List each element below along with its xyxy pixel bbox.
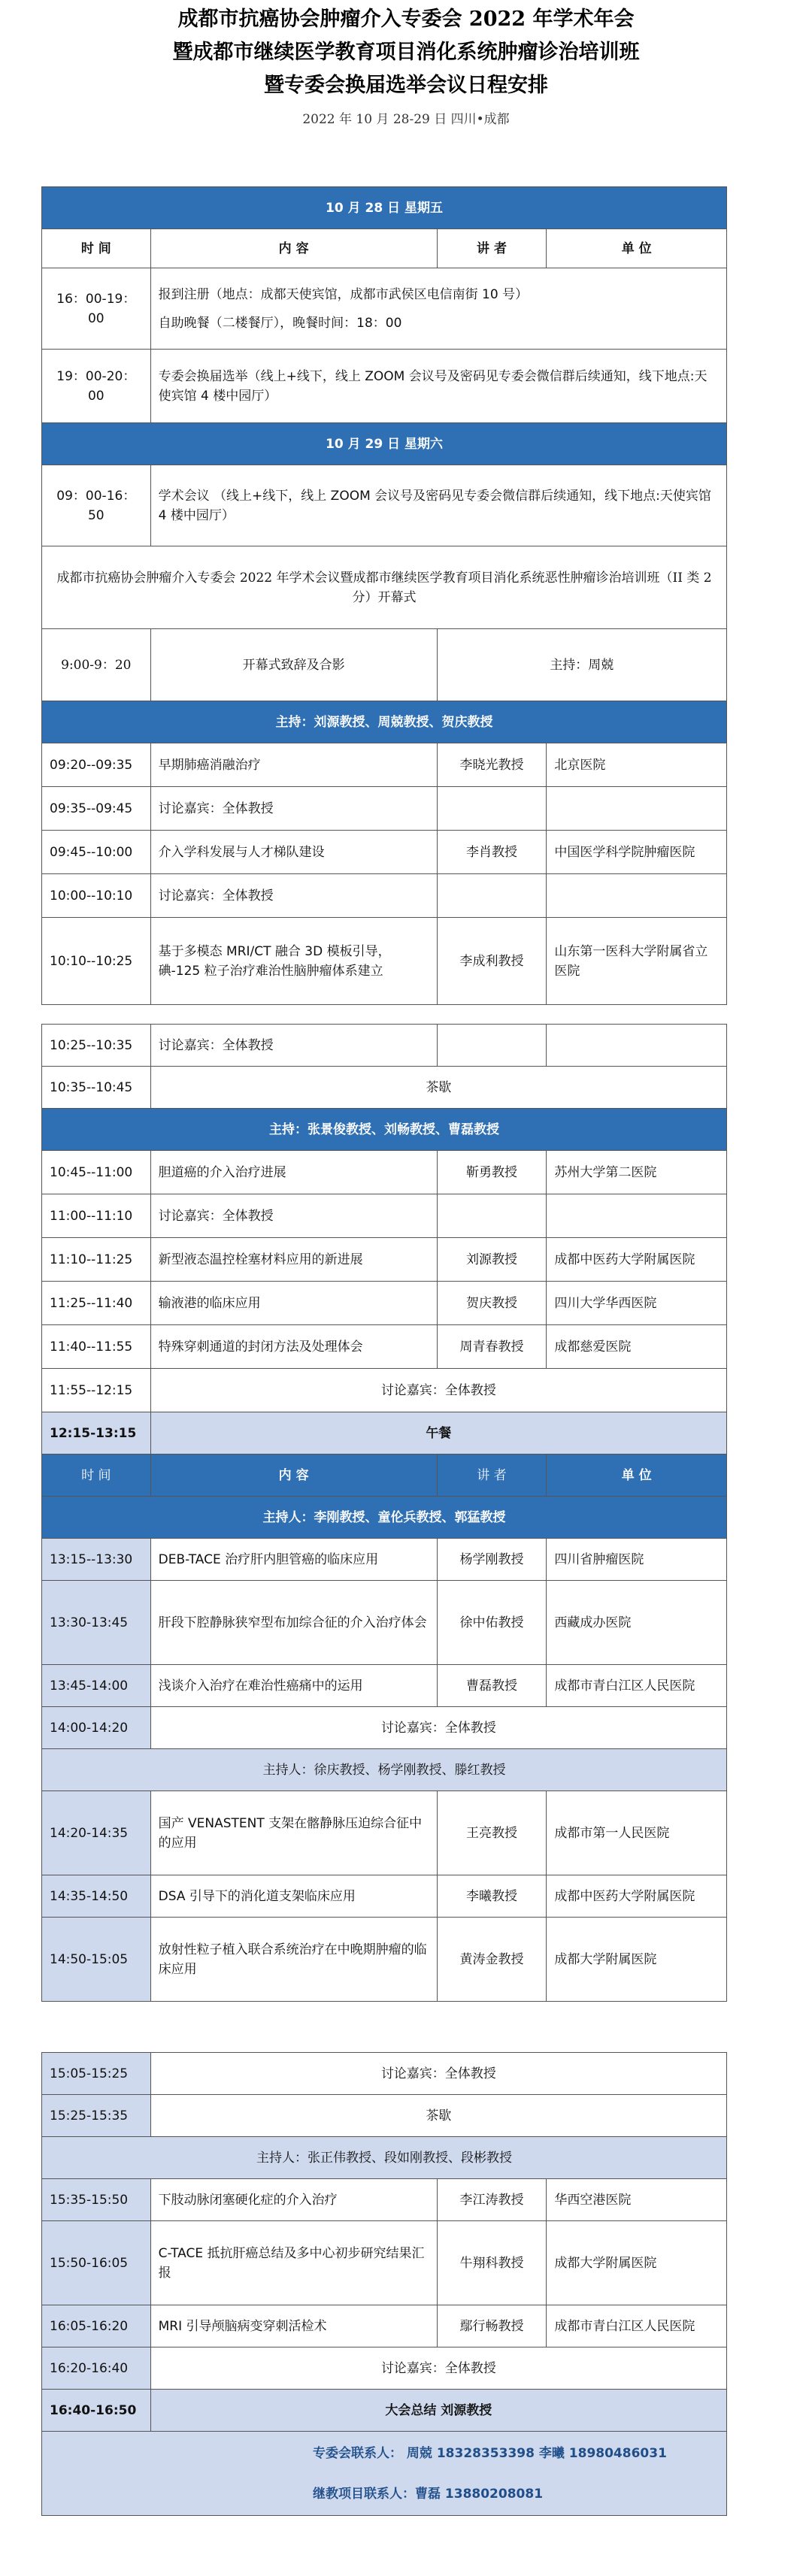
table-row-time: 09:20--09:35 xyxy=(42,743,151,787)
col-unit: 单 位 xyxy=(547,229,727,268)
table-row-unit: 成都市第一人民医院 xyxy=(547,1791,727,1875)
table-row-time: 13:30-13:45 xyxy=(42,1581,151,1665)
discussion: 讨论嘉宾：全体教授 xyxy=(150,1369,726,1412)
discussion: 讨论嘉宾：全体教授 xyxy=(150,1707,726,1749)
table-row-time: 14:00-14:20 xyxy=(42,1707,151,1749)
table-row-topic: 讨论嘉宾：全体教授 xyxy=(150,874,437,918)
table-row-speaker: 刘源教授 xyxy=(437,1238,547,1282)
table-row-time: 15:05-15:25 xyxy=(42,2053,151,2095)
table-row-speaker xyxy=(437,787,547,831)
table-row-speaker: 李江涛教授 xyxy=(437,2179,547,2221)
table-row-speaker: 鄢行畅教授 xyxy=(437,2305,547,2347)
event-date: 2022 年 10 月 28-29 日 四川•成都 xyxy=(302,112,510,127)
title-line-2: 暨成都市继续医学教育项目消化系统肿瘤诊治培训班 xyxy=(172,41,640,64)
table-row-time: 09:45--10:00 xyxy=(42,831,151,874)
table-row-time: 11:55--12:15 xyxy=(42,1369,151,1412)
contacts xyxy=(42,2432,727,2516)
table-row-time: 13:45-14:00 xyxy=(42,1665,151,1707)
col-content: 内 容 xyxy=(150,1454,437,1497)
committee-contact: 专委会联系人： 周兢 18328353398 李曦 18980486031 xyxy=(313,2445,667,2461)
table-row-topic: DEB-TACE 治疗肝内胆管癌的临床应用 xyxy=(150,1539,437,1581)
title-line-1: 成都市抗癌协会肿瘤介入专委会 2022 年学术年会 xyxy=(177,8,635,31)
table-row-unit: 成都中医药大学附属医院 xyxy=(547,1875,727,1918)
table-row-speaker: 周青春教授 xyxy=(437,1325,547,1369)
table-row-speaker: 李晓光教授 xyxy=(437,743,547,787)
day1-row2-content: 专委会换届选举（线上+线下，线上 ZOOM 会议号及密码见专委会微信群后续通知，线下地点:天使宾馆 4 楼中园厅） xyxy=(150,350,726,423)
col-time: 时 间 xyxy=(42,229,151,268)
table-row-topic: 下肢动脉闭塞硬化症的介入治疗 xyxy=(150,2179,437,2221)
table-row-time: 10:35--10:45 xyxy=(42,1067,151,1109)
table-row-topic: 讨论嘉宾：全体教授 xyxy=(150,1194,437,1238)
registration-text: 报到注册（地点：成都天使宾馆，成都市武侯区电信南街 10 号） xyxy=(158,286,529,302)
table-row-time: 11:40--11:55 xyxy=(42,1325,151,1369)
table-row-time: 11:00--11:10 xyxy=(42,1194,151,1238)
table-row-speaker xyxy=(437,874,547,918)
table-row-time: 15:50-16:05 xyxy=(42,2221,151,2305)
table-row-topic: 浅谈介入治疗在难治性癌痛中的运用 xyxy=(150,1665,437,1707)
table-row-unit xyxy=(547,1194,727,1238)
table-row-time: 15:35-15:50 xyxy=(42,2179,151,2221)
table-row-unit xyxy=(547,787,727,831)
dinner-text: 自助晚餐（二楼餐厅），晚餐时间：18：00 xyxy=(158,315,402,331)
table-row-topic: 早期肺癌消融治疗 xyxy=(150,743,437,787)
table-row-unit: 成都市青白江区人民医院 xyxy=(547,1665,727,1707)
day1-row2-time: 19：00-20：00 xyxy=(42,350,151,423)
table-row-speaker: 牛翔科教授 xyxy=(437,2221,547,2305)
table-row-unit xyxy=(547,874,727,918)
table-row-topic: 基于多模态 MRI/CT 融合 3D 模板引导，碘-125 粒子治疗难治性脑肿瘤体系建立 xyxy=(150,918,437,1005)
schedule-table-afternoon xyxy=(41,2052,727,2516)
table-row-topic: 特殊穿刺通道的封闭方法及处理体会 xyxy=(150,1325,437,1369)
table-row-time: 15:25-15:35 xyxy=(42,2095,151,2137)
table-row-topic: 放射性粒子植入联合系统治疗在中晚期肿瘤的临床应用 xyxy=(150,1918,437,2002)
day1-title: 10 月 28 日 星期五 xyxy=(42,187,727,229)
table-row-topic: 输液港的临床应用 xyxy=(150,1282,437,1325)
table-row-unit: 四川大学华西医院 xyxy=(547,1282,727,1325)
table-row-topic: 国产 VENASTENT 支架在髂静脉压迫综合征中的应用 xyxy=(150,1791,437,1875)
day2-title: 10 月 29 日 星期六 xyxy=(42,423,727,465)
title-line-3: 暨专委会换届选举会议日程安排 xyxy=(264,74,548,97)
table-row-speaker: 李成利教授 xyxy=(437,918,547,1005)
day2-row1-time: 09：00-16：50 xyxy=(42,465,151,546)
opening-text: 开幕式致辞及合影 xyxy=(150,629,437,701)
table-row-time: 14:35-14:50 xyxy=(42,1875,151,1918)
table-row-speaker: 徐中佑教授 xyxy=(437,1581,547,1665)
day2-row1-content: 学术会议 （线上+线下，线上 ZOOM 会议号及密码见专委会微信群后续通知，线下地点:天使宾馆 4 楼中园厅） xyxy=(150,465,726,546)
table-row-topic: 新型液态温控栓塞材料应用的新进展 xyxy=(150,1238,437,1282)
table-row-topic: C-TACE 抵抗肝癌总结及多中心初步研究结果汇报 xyxy=(150,2221,437,2305)
lunch-time: 12:15-13:15 xyxy=(42,1412,151,1454)
table-row-unit: 成都大学附属医院 xyxy=(547,2221,727,2305)
table-row-topic: DSA 引导下的消化道支架临床应用 xyxy=(150,1875,437,1918)
table-row-unit: 成都慈爱医院 xyxy=(547,1325,727,1369)
table-row-unit: 成都中医药大学附属医院 xyxy=(547,1238,727,1282)
lunch: 午餐 xyxy=(150,1412,726,1454)
table-row-time: 13:15--13:30 xyxy=(42,1539,151,1581)
table-row-time: 11:10--11:25 xyxy=(42,1238,151,1282)
col-time: 时 间 xyxy=(42,1454,151,1497)
col-speaker: 讲 者 xyxy=(437,1454,547,1497)
table-row-speaker: 靳勇教授 xyxy=(437,1151,547,1194)
session3-host: 主持人：李刚教授、童伦兵教授、郭猛教授 xyxy=(42,1497,727,1539)
table-row-speaker: 李曦教授 xyxy=(437,1875,547,1918)
table-row-unit: 山东第一医科大学附属省立医院 xyxy=(547,918,727,1005)
table-row-time: 14:50-15:05 xyxy=(42,1918,151,2002)
tea-break: 茶歇 xyxy=(150,1067,726,1109)
table-row-speaker: 贺庆教授 xyxy=(437,1282,547,1325)
schedule-table-midday xyxy=(41,1024,727,2002)
col-speaker: 讲 者 xyxy=(437,229,547,268)
opening-time: 9:00-9：20 xyxy=(42,629,151,701)
empty-cell xyxy=(437,1025,547,1067)
table-row-speaker xyxy=(437,1194,547,1238)
discussion: 讨论嘉宾：全体教授 xyxy=(150,2053,726,2095)
table-row-time: 10:10--10:25 xyxy=(42,918,151,1005)
session2-host: 主持：张景俊教授、刘畅教授、曹磊教授 xyxy=(42,1109,727,1151)
schedule-table-morning xyxy=(41,186,727,1005)
table-row-unit: 成都大学附属医院 xyxy=(547,1918,727,2002)
empty-cell xyxy=(547,1025,727,1067)
document-header xyxy=(0,3,812,127)
table-row-unit: 四川省肿瘤医院 xyxy=(547,1539,727,1581)
table-row-speaker: 杨学刚教授 xyxy=(437,1539,547,1581)
table-row-topic: 讨论嘉宾：全体教授 xyxy=(150,1025,437,1067)
day1-row1-time: 16：00-19：00 xyxy=(42,268,151,350)
col-content: 内 容 xyxy=(150,229,437,268)
table-row-time: 16:20-16:40 xyxy=(42,2347,151,2390)
cme-contact: 继教项目联系人：曹磊 13880208081 xyxy=(313,2486,544,2502)
table-row-speaker: 黄涛金教授 xyxy=(437,1918,547,2002)
table-row-unit: 成都市青白江区人民医院 xyxy=(547,2305,727,2347)
table-row-time: 10:25--10:35 xyxy=(42,1025,151,1067)
session5-host: 主持人：张正伟教授、段如刚教授、段彬教授 xyxy=(42,2137,727,2179)
tea-break: 茶歇 xyxy=(150,2095,726,2137)
table-row-unit: 华西空港医院 xyxy=(547,2179,727,2221)
table-row-topic: 介入学科发展与人才梯队建设 xyxy=(150,831,437,874)
table-row-unit: 苏州大学第二医院 xyxy=(547,1151,727,1194)
table-row-speaker: 王亮教授 xyxy=(437,1791,547,1875)
table-row-time: 09:35--09:45 xyxy=(42,787,151,831)
closing-summary: 大会总结 刘源教授 xyxy=(150,2390,726,2432)
day1-row1-content xyxy=(150,268,726,350)
table-row-time: 11:25--11:40 xyxy=(42,1282,151,1325)
col-unit: 单 位 xyxy=(547,1454,727,1497)
table-row-topic: MRI 引导颅脑病变穿刺活检术 xyxy=(150,2305,437,2347)
discussion: 讨论嘉宾：全体教授 xyxy=(150,2347,726,2390)
table-row-speaker: 曹磊教授 xyxy=(437,1665,547,1707)
table-row-time: 16:05-16:20 xyxy=(42,2305,151,2347)
table-row-time: 10:00--10:10 xyxy=(42,874,151,918)
closing-time: 16:40-16:50 xyxy=(42,2390,151,2432)
table-row-topic: 胆道癌的介入治疗进展 xyxy=(150,1151,437,1194)
table-row-topic: 肝段下腔静脉狭窄型布加综合征的介入治疗体会 xyxy=(150,1581,437,1665)
table-row-unit: 中国医学科学院肿瘤医院 xyxy=(547,831,727,874)
table-row-unit: 北京医院 xyxy=(547,743,727,787)
session4-host: 主持人：徐庆教授、杨学刚教授、滕红教授 xyxy=(42,1749,727,1791)
ceremony-title: 成都市抗癌协会肿瘤介入专委会 2022 年学术会议暨成都市继续医学教育项目消化系统恶性肿瘤诊治培训班（II 类 2 分）开幕式 xyxy=(42,546,727,629)
table-row-unit: 西藏成办医院 xyxy=(547,1581,727,1665)
table-row-topic: 讨论嘉宾：全体教授 xyxy=(150,787,437,831)
table-row-time: 14:20-14:35 xyxy=(42,1791,151,1875)
opening-host: 主持：周兢 xyxy=(437,629,726,701)
table-row-time: 10:45--11:00 xyxy=(42,1151,151,1194)
table-row-speaker: 李肖教授 xyxy=(437,831,547,874)
session1-host: 主持：刘源教授、周兢教授、贺庆教授 xyxy=(42,701,727,743)
